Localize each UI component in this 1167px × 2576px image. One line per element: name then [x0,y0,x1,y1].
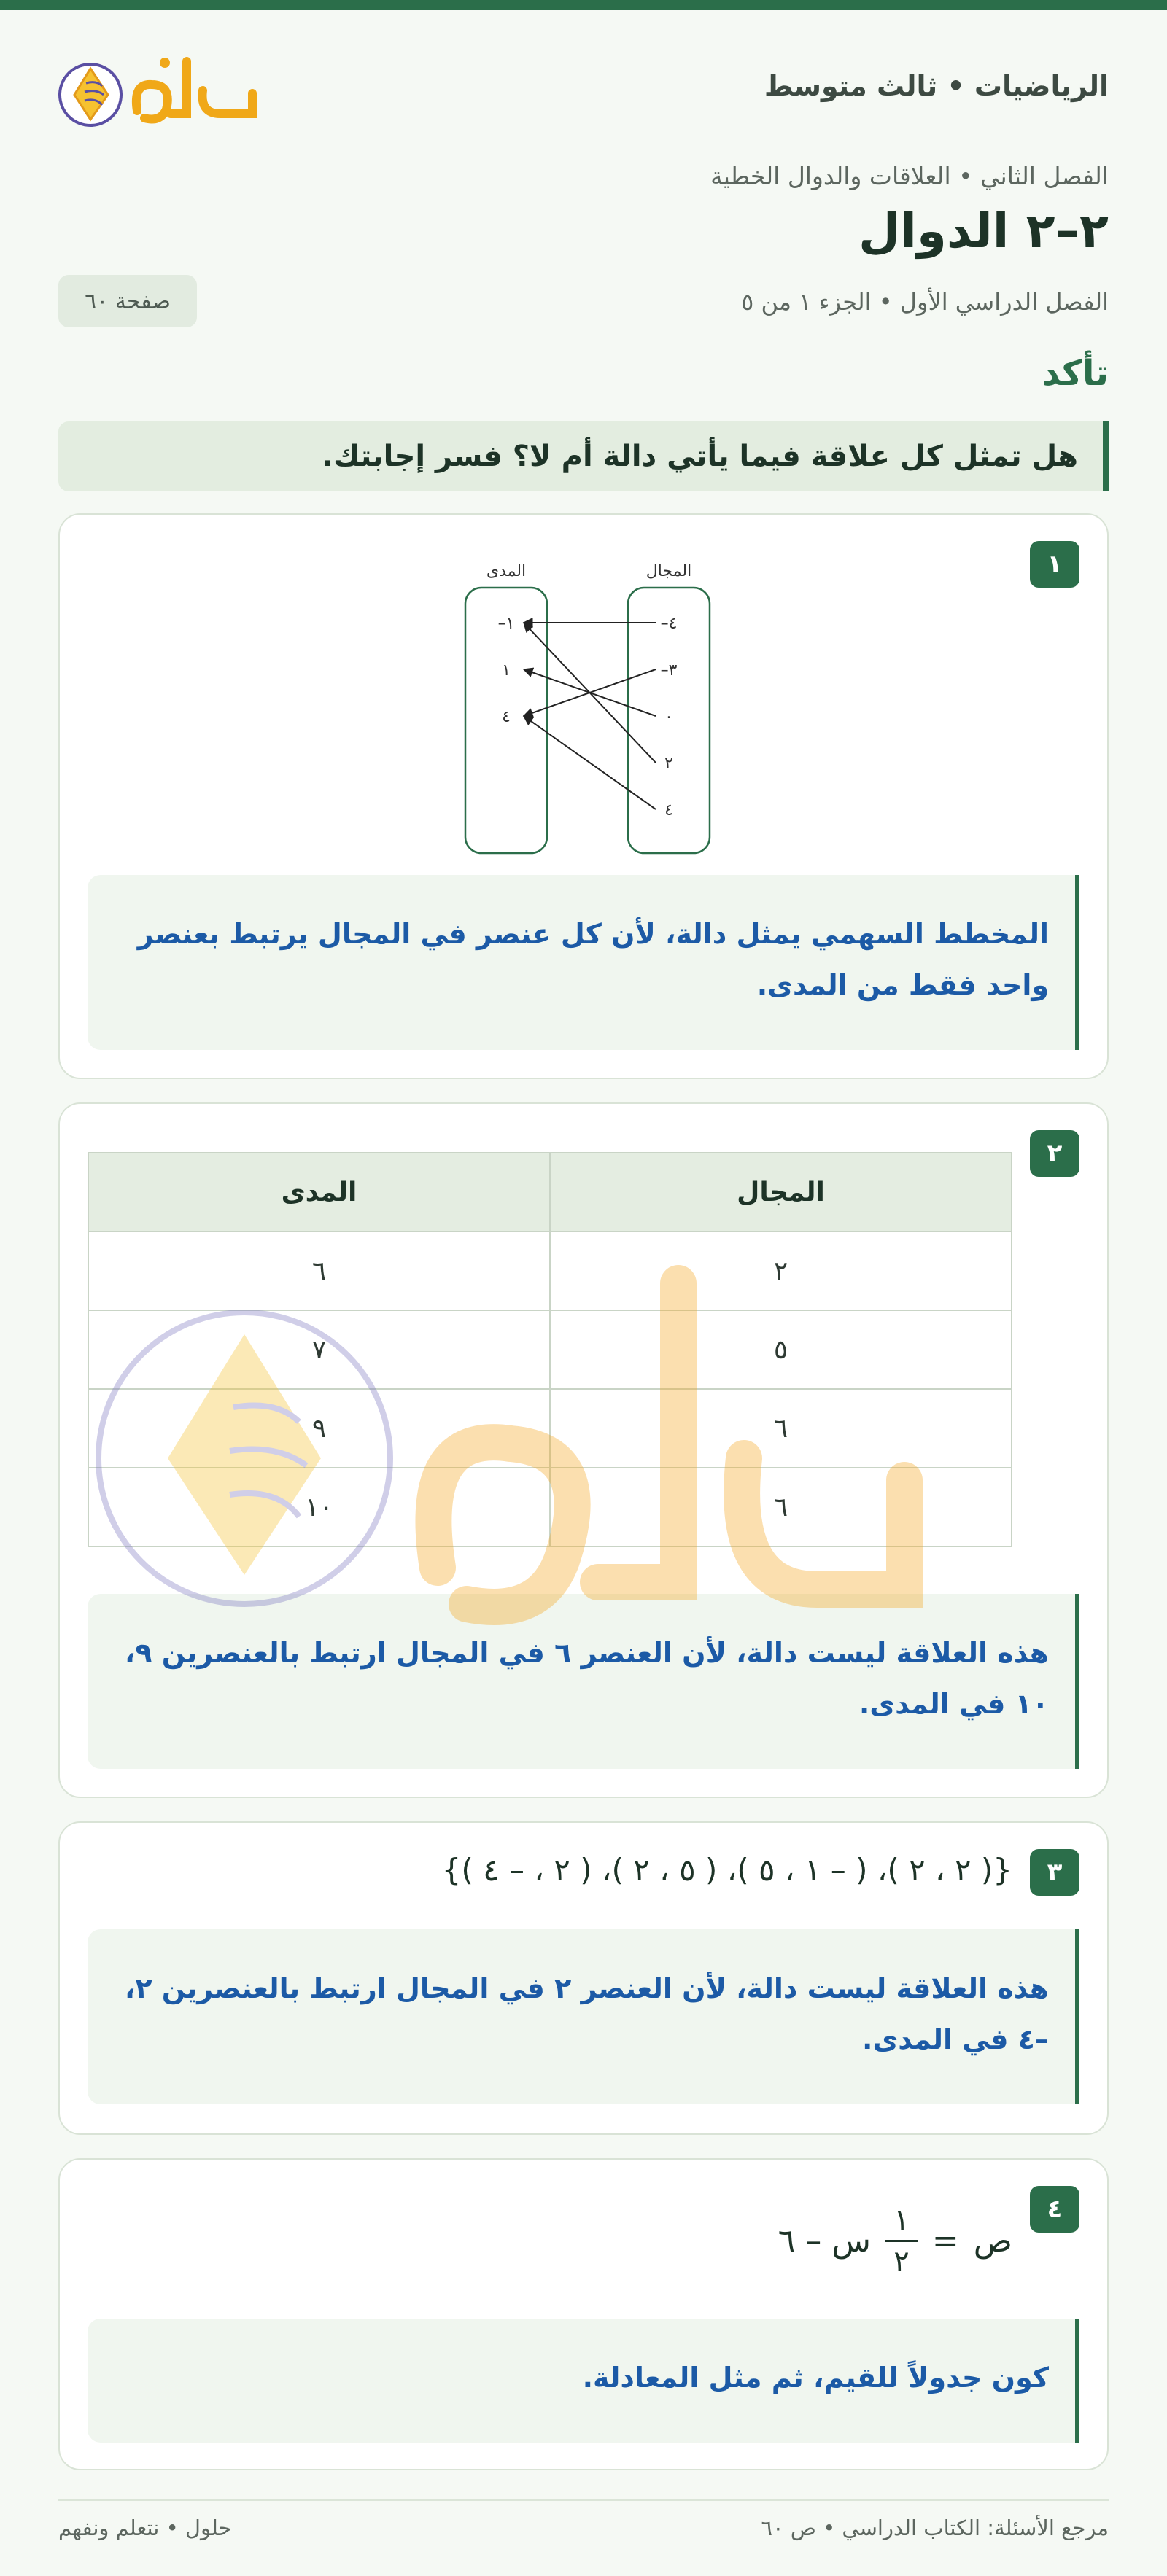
table-row [88,1231,1012,1310]
range-cell: ٧ [88,1310,550,1389]
mapping-arrows [524,623,656,809]
question-number-badge: ٣ [1030,1849,1079,1896]
question-number-badge: ٤ [1030,2186,1079,2233]
page-number-badge: صفحة ٦٠ [58,275,197,327]
site-logo[interactable] [57,47,261,134]
domain-value: ٢ [664,755,673,773]
domain-label: المجال [645,562,692,580]
footer-source: مرجع الأسئلة: الكتاب الدراسي • ص ٦٠ [761,2515,1109,2540]
relation-table [88,1152,1012,1547]
mapping-arrow [524,716,656,809]
question-card-1 [58,513,1109,1079]
ordered-pairs-set: {( ٢ ، ٢ )، ( – ١ ، ٥ )، ( ٥ ، ٢ )، ( ٢ ، – ٤ )} [441,1852,1012,1888]
domain-cell: ٦ [550,1389,1012,1468]
top-accent-bar [0,0,1167,10]
fraction-denominator: ٢ [893,2245,910,2279]
question-card-4 [58,2158,1109,2470]
fraction [885,2201,918,2281]
mapping-arrow [524,623,656,763]
domain-cell: ٥ [550,1310,1012,1389]
range-label: المدى [486,562,527,580]
table-row [88,1468,1012,1546]
column-header-range: المدى [88,1153,550,1231]
chapter-label: الفصل الثاني • العلاقات والدوال الخطية [710,162,1109,190]
equation-rest: س – ٦ [778,2222,871,2260]
footer-divider [58,2499,1109,2501]
question-card-3 [58,1821,1109,2135]
equals-sign: = [931,2222,959,2260]
page-title: ٢–٢ الدوال [858,203,1109,259]
term-part-label: الفصل الدراسي الأول • الجزء ١ من ٥ [741,288,1109,316]
answer-box: هذه العلاقة ليست دالة، لأن العنصر ٦ في المجال ارتبط بالعنصرين ٩، ١٠ في المدى. [88,1594,1079,1769]
question-card-2 [58,1102,1109,1798]
range-value: ١– [497,615,515,633]
mapping-diagram [410,540,731,860]
range-values [498,615,515,726]
range-cell: ٩ [88,1389,550,1468]
range-value: ٤ [502,708,511,726]
domain-value: ٠ [664,708,673,726]
table-row [88,1389,1012,1468]
subject-label: الرياضيات • ثالث متوسط [764,70,1109,102]
answer-box: المخطط السهمي يمثل دالة، لأن كل عنصر في المجال يرتبط بعنصر واحد فقط من المدى. [88,875,1079,1050]
domain-value: ٤– [660,615,678,633]
answer-box: هذه العلاقة ليست دالة، لأن العنصر ٢ في المجال ارتبط بالعنصرين ٢، –٤ في المدى. [88,1929,1079,2104]
domain-value: ٤ [664,801,673,820]
domain-value: ٣– [660,661,678,680]
range-cell: ٦ [88,1231,550,1310]
table-row [88,1310,1012,1389]
domain-cell: ٦ [550,1468,1012,1546]
question-number-badge: ٢ [1030,1130,1079,1177]
range-value: ١ [502,661,511,680]
range-cell: ١٠ [88,1468,550,1546]
linear-equation [778,2201,1012,2281]
domain-cell: ٢ [550,1231,1012,1310]
column-header-domain: المجال [550,1153,1012,1231]
fraction-numerator: ١ [893,2203,910,2237]
answer-box: كون جدولاً للقيم، ثم مثل المعادلة. [88,2319,1079,2443]
question-number-badge: ١ [1030,541,1079,588]
section-title: تأكد [1042,353,1109,394]
question-prompt: هل تمثل كل علاقة فيما يأتي دالة أم لا؟ فسر إجابتك. [58,421,1109,491]
domain-values [661,615,678,820]
equation-lhs: ص [973,2222,1012,2260]
logo-icon [57,47,261,134]
footer-brand[interactable]: حلول • نتعلم ونفهم [58,2515,232,2540]
